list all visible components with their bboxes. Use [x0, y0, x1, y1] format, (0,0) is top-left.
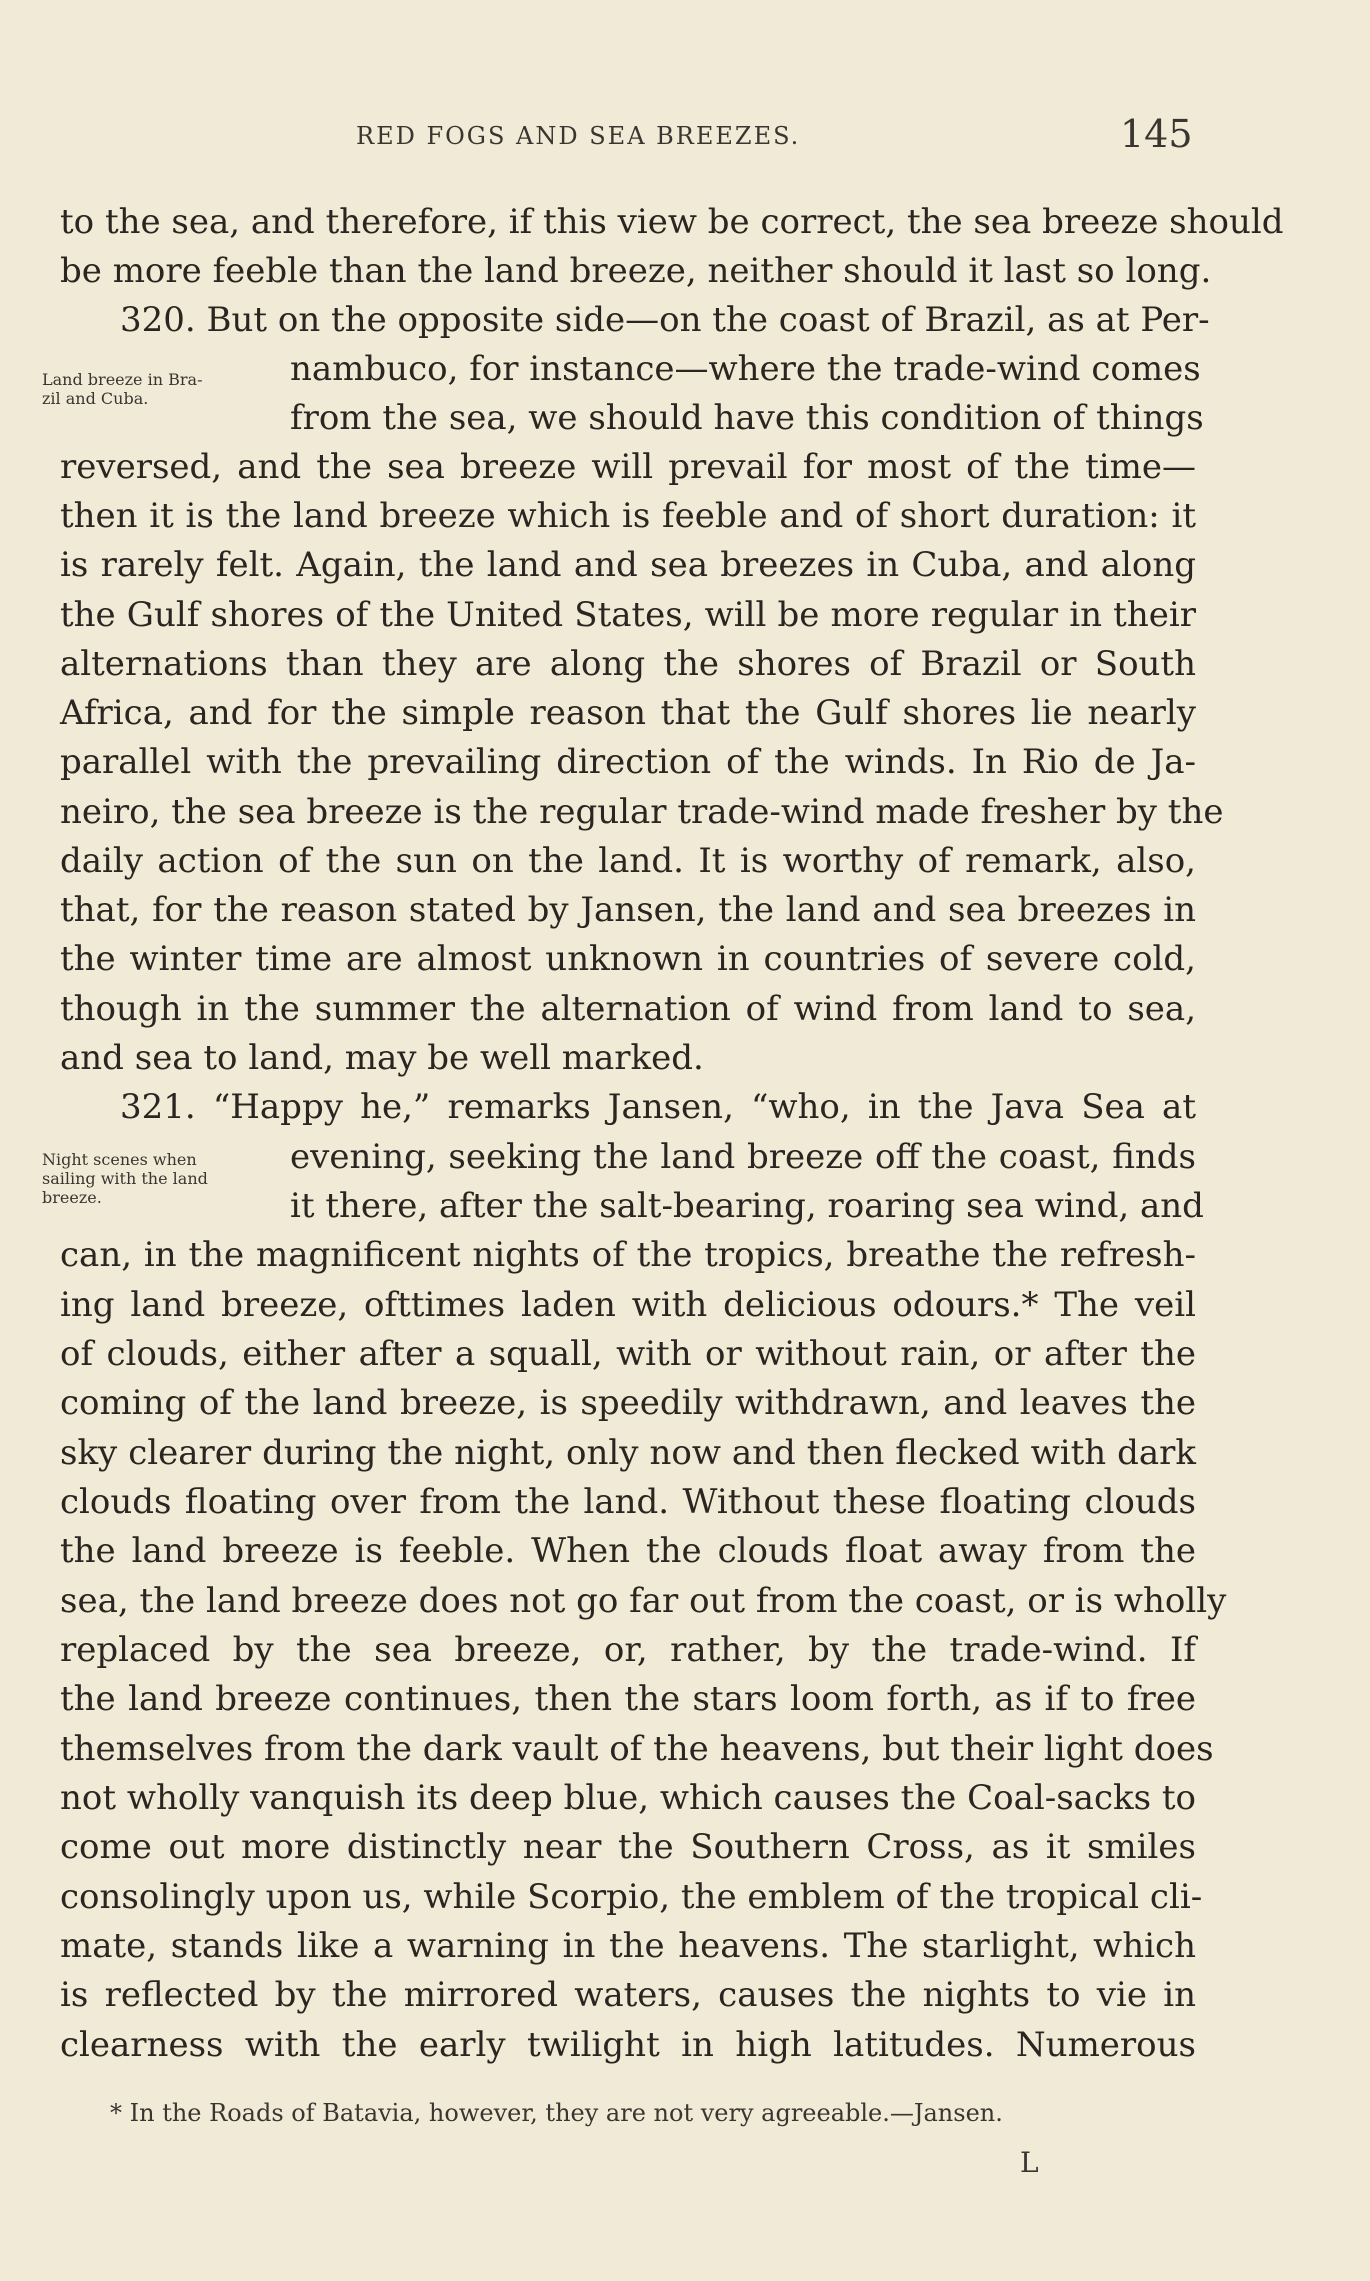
body-line: then it is the land breeze which is feeble and of short duration: it	[60, 496, 1196, 536]
body-line: from the sea, we should have this condition of things	[290, 398, 1204, 438]
body-line: and sea to land, may be well marked.	[60, 1038, 704, 1078]
body-line: clearness with the early twilight in high latitudes. Numerous	[60, 2025, 1196, 2065]
footnote: * In the Roads of Batavia, however, they are not very agreeable.—Jansen.	[110, 2099, 1003, 2127]
body-line: come out more distinctly near the Southern Cross, as it smiles	[60, 1827, 1196, 1867]
body-line: consolingly upon us, while Scorpio, the emblem of the tropical cli-	[60, 1877, 1203, 1917]
running-header	[60, 112, 1200, 162]
body-line: 321. “Happy he,” remarks Jansen, “who, in the Java Sea at	[120, 1087, 1196, 1127]
body-line: the Gulf shores of the United States, will be more regular in their	[60, 595, 1196, 635]
body-line: themselves from the dark vault of the heavens, but their light does	[60, 1729, 1214, 1769]
body-line: sky clearer during the night, only now and then flecked with dark	[60, 1433, 1196, 1473]
margin-note-line: sailing with the land	[42, 1169, 208, 1188]
body-line: nambuco, for instance—where the trade-wind comes	[290, 349, 1201, 389]
body-line: though in the summer the alternation of wind from land to sea,	[60, 989, 1196, 1029]
body-line: evening, seeking the land breeze off the coast, finds	[290, 1137, 1196, 1177]
body-line: 320. But on the opposite side—on the coast of Brazil, as at Per-	[120, 300, 1210, 340]
margin-note-line: breeze.	[42, 1188, 102, 1207]
body-line: ing land breeze, ofttimes laden with delicious odours.* The veil	[60, 1285, 1196, 1325]
body-line: not wholly vanquish its deep blue, which causes the Coal-sacks to	[60, 1778, 1196, 1818]
header-title: RED FOGS AND SEA BREEZES.	[356, 122, 801, 150]
body-line: that, for the reason stated by Jansen, the land and sea breezes in	[60, 890, 1196, 930]
body-line: parallel with the prevailing direction of the winds. In Rio de Ja-	[60, 742, 1196, 782]
body-line: to the sea, and therefore, if this view be correct, the sea breeze should	[60, 202, 1284, 242]
body-line: daily action of the sun on the land. It is worthy of remark, also,	[60, 841, 1196, 881]
page-number: 145	[1120, 112, 1193, 156]
body-line: reversed, and the sea breeze will prevail for most of the time—	[60, 447, 1196, 487]
body-line: be more feeble than the land breeze, neither should it last so long.	[60, 251, 1212, 291]
margin-note-night-scenes	[42, 1150, 208, 1207]
body-line: alternations than they are along the shores of Brazil or South	[60, 644, 1196, 684]
body-line: mate, stands like a warning in the heavens. The starlight, which	[60, 1926, 1196, 1966]
signature-mark: L	[1020, 2146, 1039, 2179]
body-line: the land breeze continues, then the stars loom forth, as if to free	[60, 1679, 1196, 1719]
body-line: the land breeze is feeble. When the clouds float away from the	[60, 1531, 1196, 1571]
body-line: of clouds, either after a squall, with or without rain, or after the	[60, 1334, 1196, 1374]
body-line: can, in the magnificent nights of the tropics, breathe the refresh-	[60, 1235, 1196, 1275]
margin-note-line: zil and Cuba.	[42, 389, 149, 408]
body-line: is reflected by the mirrored waters, causes the nights to vie in	[60, 1975, 1196, 2015]
margin-note-brazil	[42, 370, 202, 408]
margin-note-line: Night scenes when	[42, 1150, 197, 1169]
body-line: is rarely felt. Again, the land and sea breezes in Cuba, and along	[60, 545, 1196, 585]
body-line: Africa, and for the simple reason that the Gulf shores lie nearly	[60, 693, 1196, 733]
body-line: neiro, the sea breeze is the regular trade-wind made fresher by the	[60, 792, 1224, 832]
body-line: it there, after the salt-bearing, roaring sea wind, and	[290, 1186, 1204, 1226]
body-line: sea, the land breeze does not go far out from the coast, or is wholly	[60, 1581, 1227, 1621]
body-line: replaced by the sea breeze, or, rather, by the trade-wind. If	[60, 1630, 1196, 1670]
body-line: coming of the land breeze, is speedily withdrawn, and leaves the	[60, 1383, 1196, 1423]
body-line: clouds floating over from the land. Without these floating clouds	[60, 1482, 1196, 1522]
body-line: the winter time are almost unknown in countries of severe cold,	[60, 939, 1196, 979]
margin-note-line: Land breeze in Bra-	[42, 370, 203, 389]
